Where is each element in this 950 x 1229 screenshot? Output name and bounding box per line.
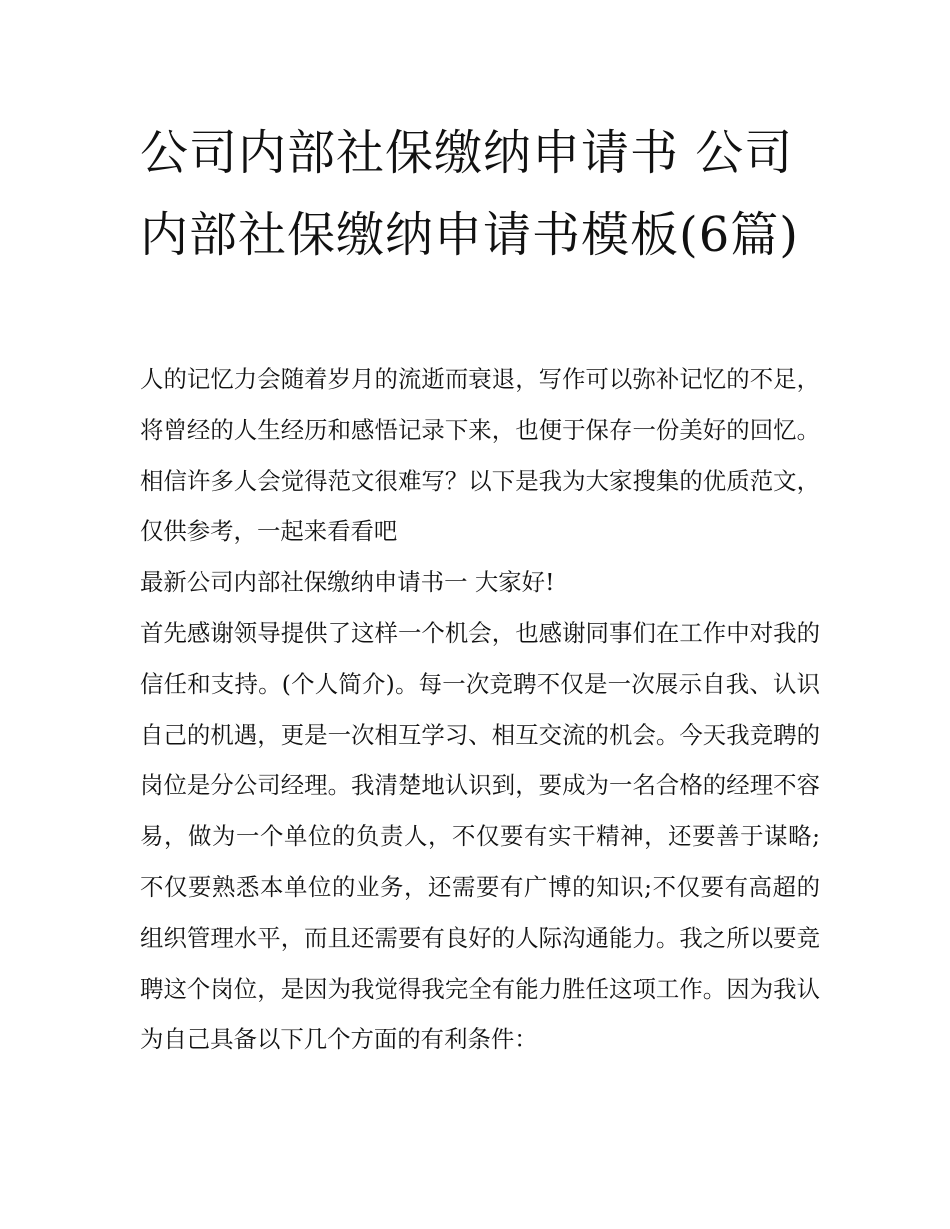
document-body bbox=[140, 354, 820, 1065]
speech-paragraph: 首先感谢领导提供了这样一个机会，也感谢同事们在工作中对我的信任和支持。(个人简介)。每一次竞聘不仅是一次展示自我、认识自己的机遇，更是一次相互学习、相互交流的机会。今天我竞聘的岗位是分公司经理。我清楚地认识到，要成为一名合格的经理不容易，做为一个单位的负责人，不仅要有实干精神，还要善于谋略;不仅要熟悉本单位的业务，还需要有广博的知识;不仅要有高超的组织管理水平，而且还需要有良好的人际沟通能力。我之所以要竞聘这个岗位，是因为我觉得我完全有能力胜任这项工作。因为我认为自己具备以下几个方面的有利条件： bbox=[140, 618, 820, 1054]
section-heading-paragraph: 最新公司内部社保缴纳申请书一 大家好! bbox=[140, 568, 555, 597]
document-title: 公司内部社保缴纳申请书 公司内部社保缴纳申请书模板(6篇) bbox=[140, 125, 799, 263]
intro-paragraph: 人的记忆力会随着岁月的流逝而衰退，写作可以弥补记忆的不足，将曾经的人生经历和感悟记录下来，也便于保存一份美好的回忆。相信许多人会觉得范文很难写？以下是我为大家搜集的优质范文，仅供参考，一起来看看吧 bbox=[140, 365, 820, 546]
